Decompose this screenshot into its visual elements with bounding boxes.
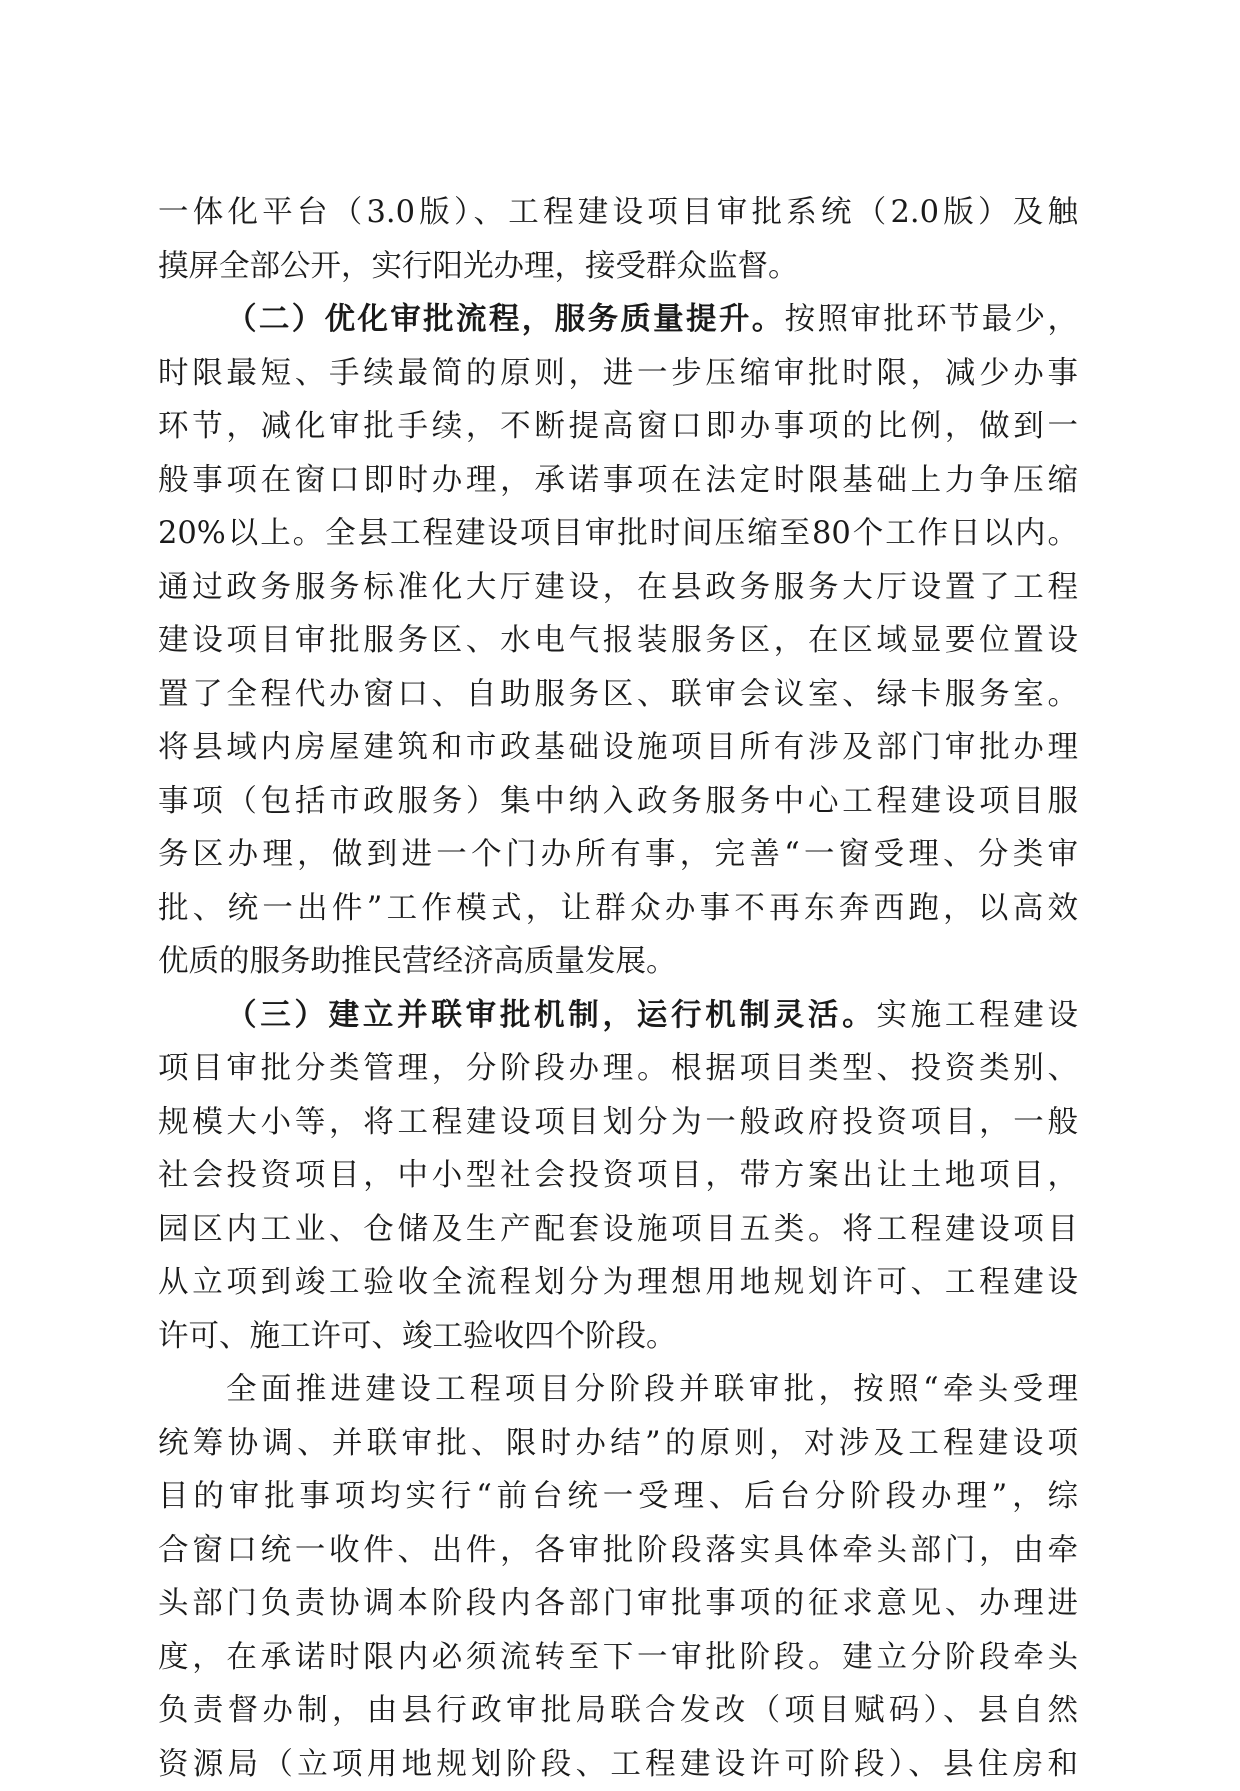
paragraph-4 — [158, 1363, 1078, 1791]
text-line: 事项（包括市政服务）集中纳入政务服务中心工程建设项目服 — [158, 775, 1078, 829]
text-run: 实施工程建设 — [876, 998, 1078, 1033]
text-line: 一体化平台（3.0版）、工程建设项目审批系统（2.0版）及触 — [158, 186, 1078, 240]
paragraph-3 — [158, 989, 1078, 1364]
paragraph-1 — [158, 186, 1078, 293]
text-line: 园区内工业、仓储及生产配套设施项目五类。将工程建设项目 — [158, 1203, 1078, 1257]
text-line: 从立项到竣工验收全流程划分为理想用地规划许可、工程建设 — [158, 1256, 1078, 1310]
text-line: 务区办理，做到进一个门办所有事，完善“一窗受理、分类审 — [158, 828, 1078, 882]
text-line: 将县域内房屋建筑和市政基础设施项目所有涉及部门审批办理 — [158, 721, 1078, 775]
text-line: 建设项目审批服务区、水电气报装服务区，在区域显要位置设 — [158, 614, 1078, 668]
text-line: 20%以上。全县工程建设项目审批时间压缩至80个工作日以内。 — [158, 507, 1078, 561]
text-line: 置了全程代办窗口、自助服务区、联审会议室、绿卡服务室。 — [158, 668, 1078, 722]
paragraph-2 — [158, 293, 1078, 989]
text-line: 环节，减化审批手续，不断提高窗口即办事项的比例，做到一 — [158, 400, 1078, 454]
text-line: 般事项在窗口即时办理，承诺事项在法定时限基础上力争压缩 — [158, 454, 1078, 508]
text-line: 资源局（立项用地规划阶段、工程建设许可阶段）、县住房和 — [158, 1738, 1078, 1791]
text-line: 项目审批分类管理，分阶段办理。根据项目类型、投资类别、 — [158, 1042, 1078, 1096]
text-line: 负责督办制，由县行政审批局联合发改（项目赋码）、县自然 — [158, 1684, 1078, 1738]
section-heading: （二）优化审批流程，服务质量提升。 — [226, 301, 785, 337]
text-line: 头部门负责协调本阶段内各部门审批事项的征求意见、办理进 — [158, 1577, 1078, 1631]
text-line: 社会投资项目，中小型社会投资项目，带方案出让土地项目， — [158, 1149, 1078, 1203]
text-line: 批、统一出件”工作模式，让群众办事不再东奔西跑，以高效 — [158, 882, 1078, 936]
paragraph-first-line — [158, 989, 1078, 1043]
text-line: 目的审批事项均实行“前台统一受理、后台分阶段办理”，综 — [158, 1470, 1078, 1524]
text-line: 合窗口统一收件、出件，各审批阶段落实具体牵头部门，由牵 — [158, 1524, 1078, 1578]
section-heading: （三）建立并联审批机制，运行机制灵活。 — [226, 997, 876, 1033]
text-line: 规模大小等，将工程建设项目划分为一般政府投资项目，一般 — [158, 1096, 1078, 1150]
text-line: 摸屏全部公开，实行阳光办理，接受群众监督。 — [158, 240, 1078, 294]
text-line: 优质的服务助推民营经济高质量发展。 — [158, 935, 1078, 989]
paragraph-first-line — [158, 293, 1078, 347]
text-line: 时限最短、手续最简的原则，进一步压缩审批时限，减少办事 — [158, 347, 1078, 401]
text-run: 按照审批环节最少， — [785, 302, 1078, 337]
text-line: 统筹协调、并联审批、限时办结”的原则，对涉及工程建设项 — [158, 1417, 1078, 1471]
paragraph-first-line: 全面推进建设工程项目分阶段并联审批，按照“牵头受理 — [158, 1363, 1078, 1417]
document-page — [158, 186, 1078, 1791]
text-line: 通过政务服务标准化大厅建设，在县政务服务大厅设置了工程 — [158, 561, 1078, 615]
text-line: 度，在承诺时限内必须流转至下一审批阶段。建立分阶段牵头 — [158, 1631, 1078, 1685]
text-line: 许可、施工许可、竣工验收四个阶段。 — [158, 1310, 1078, 1364]
